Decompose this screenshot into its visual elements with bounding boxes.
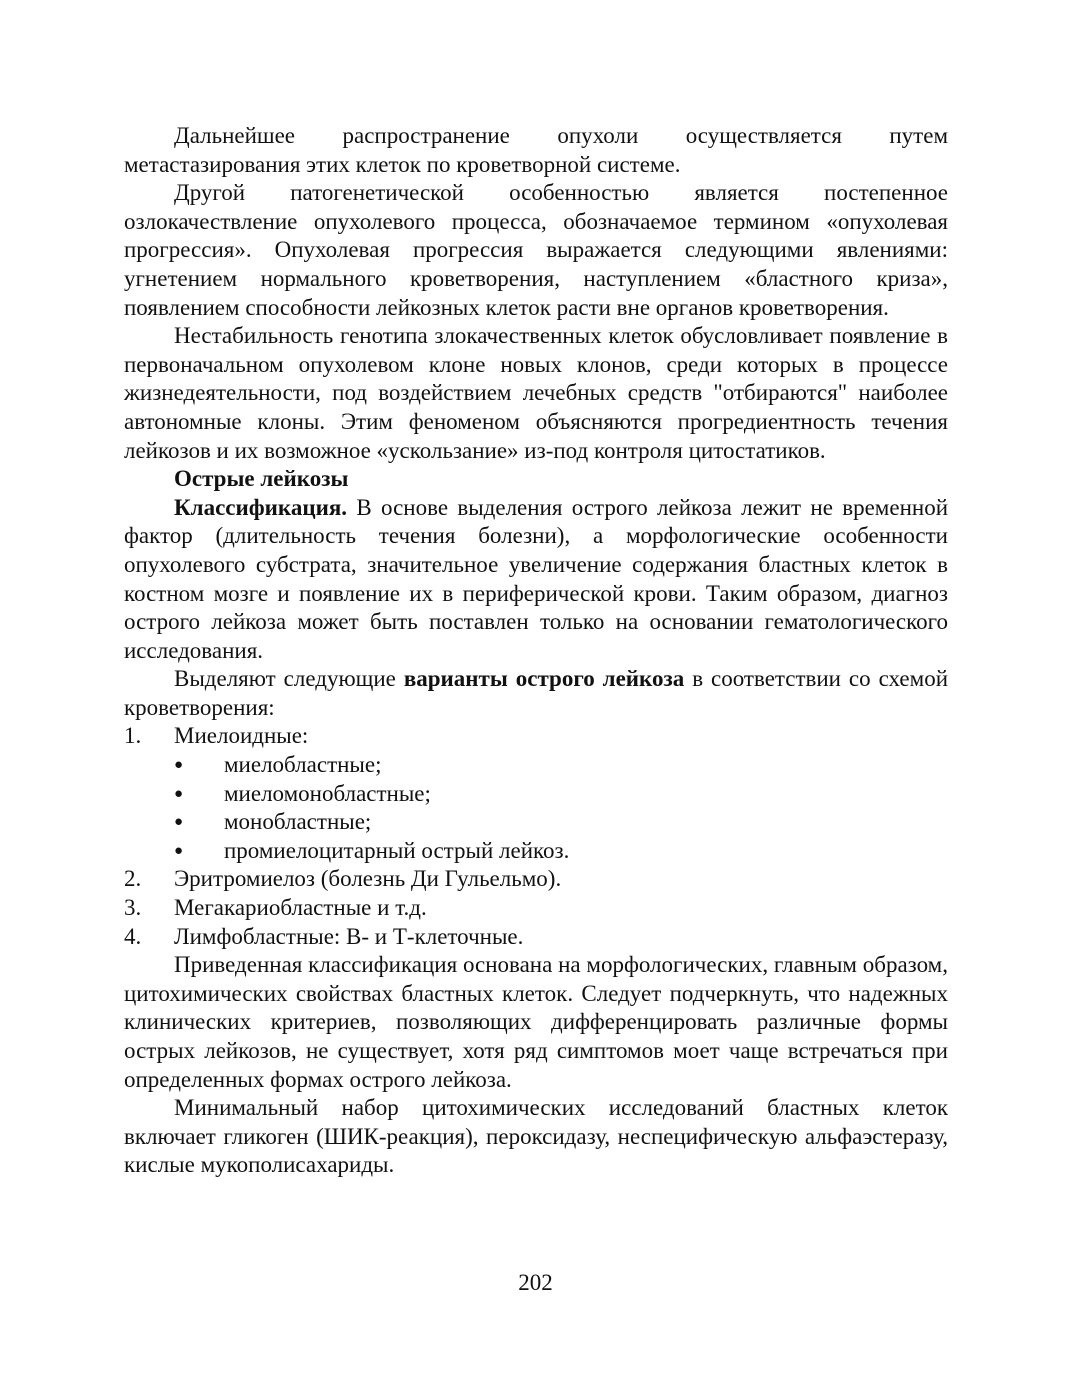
myeloid-sublist xyxy=(124,751,948,865)
paragraph-metastasis: Дальнейшее распространение опухоли осуществляется путем метастазирования этих клеток по кроветворной системе. xyxy=(124,123,948,177)
list-item xyxy=(124,780,948,809)
paragraph-genotype-instability: Нестабильность генотипа злокачественных клеток обусловливает появление в первоначальном опухолевом клоне новых клонов, среди которых в процессе жизнедеятельности, под воздействием лечебных средств "отбираются" наиболее автономные клоны. Этим феноменом объясняются прогредиентность течения лейкозов и их возможное «ускользание» из-под контроля цитостатиков. xyxy=(124,323,948,463)
variants-bold: варианты острого лейкоза xyxy=(403,666,685,692)
variants-list xyxy=(124,722,948,951)
list-item-text: Миелоидные: xyxy=(174,723,309,749)
list-item-text: промиелоцитарный острый лейкоз. xyxy=(224,837,570,863)
list-item-text: Лимфобластные: В- и Т-клеточные. xyxy=(174,923,524,949)
paragraph-classification xyxy=(124,494,948,666)
page-body xyxy=(124,122,948,1180)
list-item-text: монобластные; xyxy=(224,809,372,835)
paragraph-cytochemistry: Минимальный набор цитохимических исследований бластных клеток включает гликоген (ШИК-реакция), пероксидазу, неспецифическую альфаэстеразу, кислые мукополисахариды. xyxy=(124,1095,948,1178)
list-item xyxy=(124,837,948,866)
list-item-text: Мегакариобластные и т.д. xyxy=(174,895,427,921)
bullet-icon: ● xyxy=(174,785,184,802)
variants-text-after: в соответствии со схемой кроветворения: xyxy=(124,666,949,720)
list-item-number: 4. xyxy=(124,923,142,949)
list-item-text: Эритромиелоз (болезнь Ди Гульельмо). xyxy=(174,866,562,892)
list-item-text: миеломонобластные; xyxy=(224,780,431,806)
page-number: 202 xyxy=(518,1270,553,1295)
list-item xyxy=(124,751,948,780)
list-item xyxy=(124,865,948,894)
section-heading: Острые лейкозы xyxy=(174,466,349,492)
classification-label: Классификация. xyxy=(174,494,348,520)
paragraph-progression: Другой патогенетической особенностью является постепенное озлокачествление опухолевого процесса, обозначаемое термином «опухолевая прогрессия». Опухолевая прогрессия выражается следующими явлениями: угнетением нормального кроветворения, наступлением «бластного криза», появлением способности лейкозных клеток расти вне органов кроветворения. xyxy=(124,180,948,320)
list-item-number: 3. xyxy=(124,895,142,921)
bullet-icon: ● xyxy=(174,757,184,774)
variants-text-before: Выделяют следующие xyxy=(174,666,404,692)
paragraph-variants xyxy=(124,665,948,722)
list-item xyxy=(124,923,948,952)
list-item-text: миелобластные; xyxy=(224,752,382,778)
bullet-icon: ● xyxy=(174,842,184,859)
list-item xyxy=(124,722,948,751)
list-item xyxy=(124,808,948,837)
paragraph-classification-basis: Приведенная классификация основана на морфологических, главным образом, цитохимических свойствах бластных клеток. Следует подчеркнуть, что надежных клинических критериев, позволяющих дифференцировать различные формы острых лейкозов, не существует, хотя ряд симптомов моет чаще встречаться при определенных формах острого лейкоза. xyxy=(124,952,948,1092)
classification-text: В основе выделения острого лейкоза лежит не временной фактор (длительность течения болезни), а морфологические особенности опухолевого субстрата, значительное увеличение содержания бластных клеток в костном мозге и появление их в периферической крови. Таким образом, диагноз острого лейкоза может быть поставлен только на основании гематологического исследования. xyxy=(124,494,948,663)
list-item-number: 1. xyxy=(124,723,142,749)
list-item-number: 2. xyxy=(124,866,142,892)
list-item xyxy=(124,894,948,923)
bullet-icon: ● xyxy=(174,814,184,831)
